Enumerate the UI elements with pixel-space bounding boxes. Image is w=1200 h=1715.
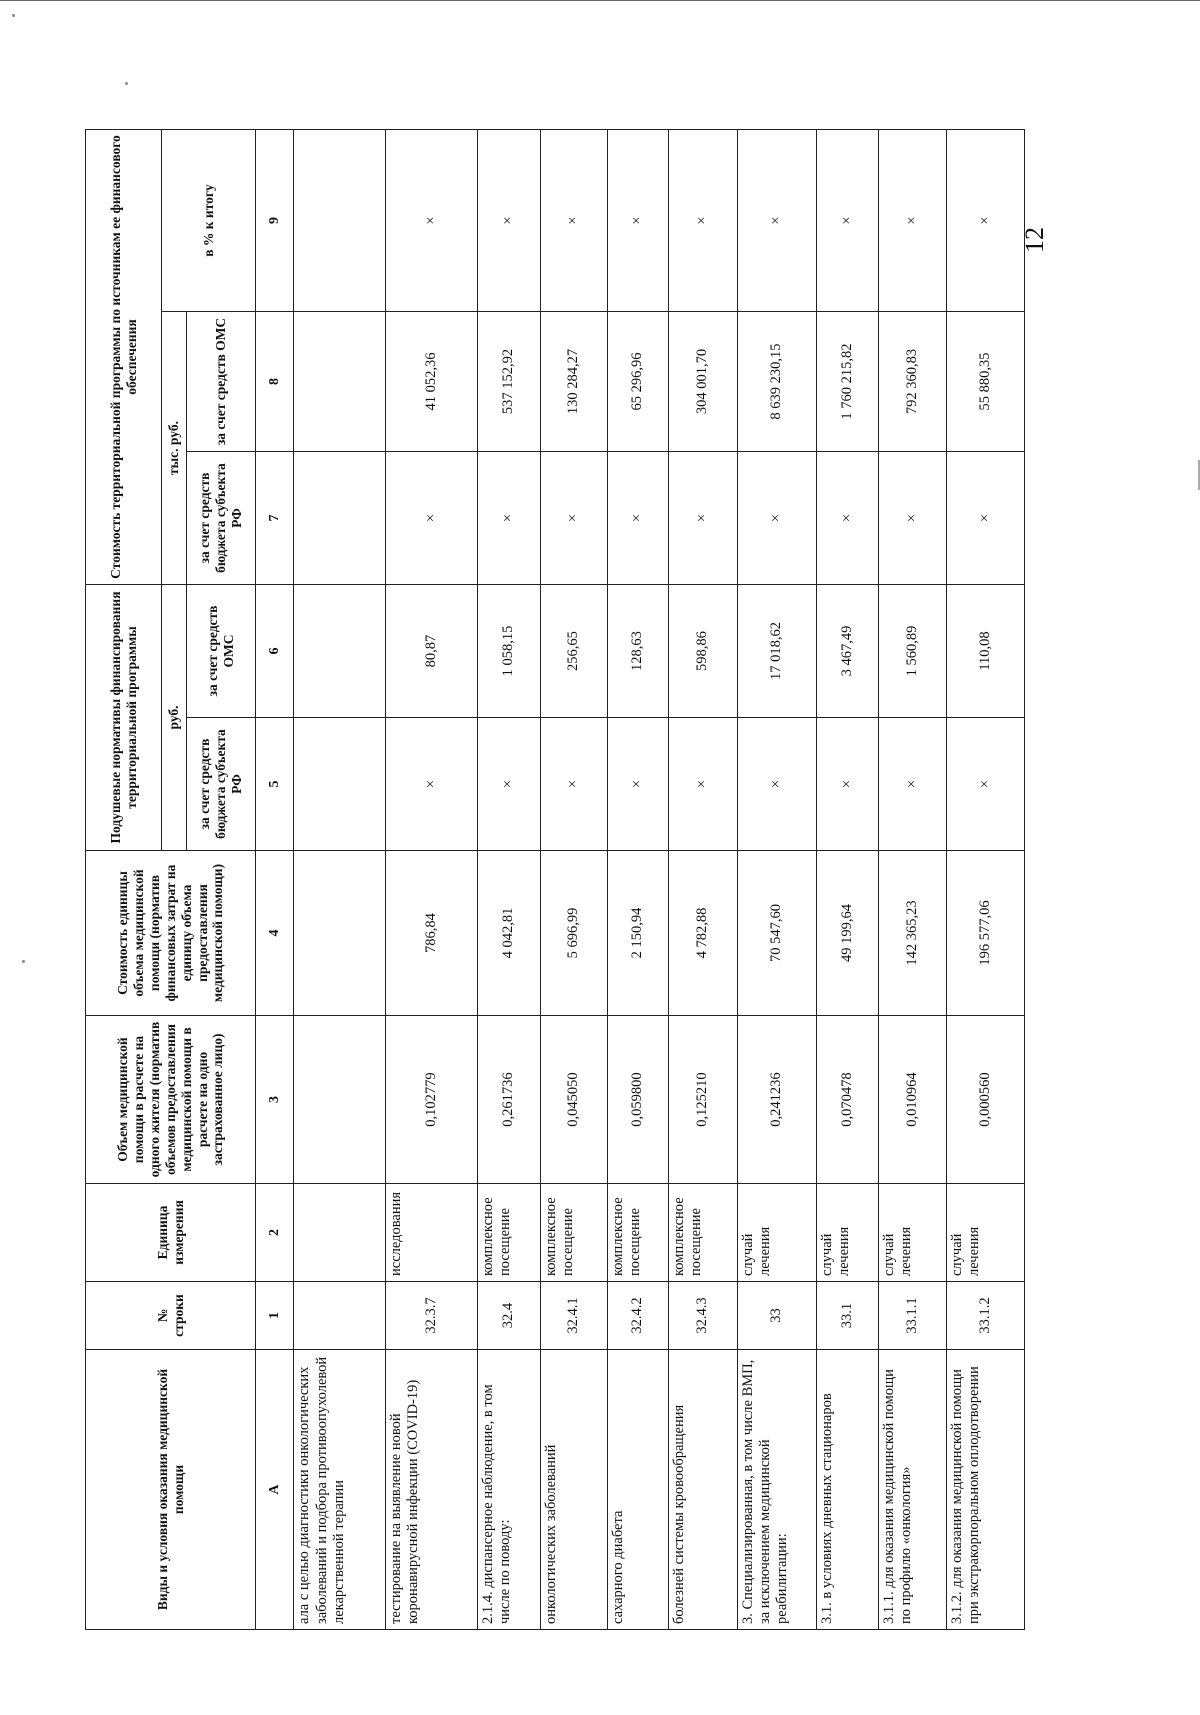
row-value-cell: × [478, 452, 541, 585]
row-name-cell: тестирование на выявление новой коронавирусной инфекции (COVID-19) [386, 1350, 478, 1630]
row-value-cell: 1 058,15 [478, 585, 541, 718]
row-value-cell: комплексное посещение [668, 1184, 737, 1282]
row-value-cell: случай лечения [946, 1184, 1025, 1282]
row-value-cell: × [738, 452, 816, 585]
row-value-cell: 32.4.2 [608, 1282, 669, 1350]
row-value-cell: 65 296,96 [608, 312, 669, 452]
row-value-cell: комплексное посещение [540, 1184, 607, 1282]
row-value-cell: 33.1 [816, 1282, 879, 1350]
col-3-header: Объем медицинской помощи в расчете на одного жителя (норматив объемов предоставления медицинской помощи в расчете на одно застрахованное лицо) [86, 1016, 256, 1184]
row-value-cell: 33 [738, 1282, 816, 1350]
table-row [386, 130, 478, 1630]
row-value-cell: 256,65 [540, 585, 607, 718]
row-value-cell: 2 150,94 [608, 851, 669, 1016]
table-row [879, 130, 946, 1630]
row-value-cell: 8 639 230,15 [738, 312, 816, 452]
row-value-cell: 0,125210 [668, 1016, 737, 1184]
index-cell: 4 [256, 851, 294, 1016]
scan-speck [22, 960, 25, 963]
row-value-cell: 0,059800 [608, 1016, 669, 1184]
table-row [946, 130, 1025, 1630]
row-value-cell [294, 585, 386, 718]
index-cell: 9 [256, 130, 294, 312]
row-value-cell: 792 360,83 [879, 312, 946, 452]
row-value-cell: случай лечения [738, 1184, 816, 1282]
row-value-cell: 32.3.7 [386, 1282, 478, 1350]
scan-top-edge [0, 0, 1200, 1]
row-name-cell: 3. Специализированная, в том числе ВМП, за исключением медицинской реабилитации: [738, 1350, 816, 1630]
row-value-cell: × [879, 130, 946, 312]
col-2-header: Единица измерения [86, 1184, 256, 1282]
row-value-cell: 0,000560 [946, 1016, 1025, 1184]
row-value-cell: 17 018,62 [738, 585, 816, 718]
row-value-cell: × [816, 452, 879, 585]
table-body [294, 130, 1025, 1630]
row-value-cell: × [946, 718, 1025, 851]
scan-speck [12, 14, 15, 17]
table-row [668, 130, 737, 1630]
row-name-cell: ала с целью диагностики онкологических заболеваний и подбора противоопухолевой лекарственной терапии [294, 1350, 386, 1630]
row-value-cell: 33.1.2 [946, 1282, 1025, 1350]
row-value-cell: 4 042,81 [478, 851, 541, 1016]
row-value-cell: 110,08 [946, 585, 1025, 718]
row-value-cell: 70 547,60 [738, 851, 816, 1016]
row-value-cell: 1 760 215,82 [816, 312, 879, 452]
row-value-cell: 128,63 [608, 585, 669, 718]
row-value-cell: × [946, 130, 1025, 312]
index-cell: 2 [256, 1184, 294, 1282]
unit-rub-header: руб. [162, 585, 187, 851]
row-value-cell: × [738, 718, 816, 851]
row-value-cell: × [946, 452, 1025, 585]
row-name-cell: 3.1.1. для оказания медицинской помощи по профилю «онкология» [879, 1350, 946, 1630]
col-a-header: Виды и условия оказания медицинской помощи [86, 1350, 256, 1630]
page-number: 12 [1020, 227, 1049, 253]
row-value-cell [294, 130, 386, 312]
col-8-header: за счет средств ОМС [186, 312, 255, 452]
row-value-cell: 41 052,36 [386, 312, 478, 452]
row-value-cell: × [386, 452, 478, 585]
row-name-cell: онкологических заболеваний [540, 1350, 607, 1630]
col-6-header: за счет средств ОМС [186, 585, 255, 718]
row-value-cell: × [879, 718, 946, 851]
row-value-cell: 0,261736 [478, 1016, 541, 1184]
row-value-cell: × [816, 130, 879, 312]
table-row [540, 130, 607, 1630]
row-name-cell: 3.1. в условиях дневных стационаров [816, 1350, 879, 1630]
col-1-header: № строки [86, 1282, 256, 1350]
row-value-cell: комплексное посещение [478, 1184, 541, 1282]
row-value-cell: 304 001,70 [668, 312, 737, 452]
table-row [478, 130, 541, 1630]
row-value-cell: 33.1.1 [879, 1282, 946, 1350]
row-value-cell: 55 880,35 [946, 312, 1025, 452]
row-value-cell: × [386, 718, 478, 851]
row-value-cell: случай лечения [879, 1184, 946, 1282]
row-value-cell: 598,86 [668, 585, 737, 718]
row-value-cell: × [608, 452, 669, 585]
row-value-cell: × [608, 718, 669, 851]
row-value-cell: исследования [386, 1184, 478, 1282]
row-value-cell: × [386, 130, 478, 312]
budget-table [85, 129, 1025, 1630]
row-value-cell: 0,241236 [738, 1016, 816, 1184]
row-value-cell: × [478, 130, 541, 312]
row-value-cell: 3 467,49 [816, 585, 879, 718]
row-value-cell: 32.4 [478, 1282, 541, 1350]
row-value-cell: случай лечения [816, 1184, 879, 1282]
row-name-cell: 3.1.2. для оказания медицинской помощи при экстракорпоральном оплодотворении [946, 1350, 1025, 1630]
row-name-cell: 2.1.4. диспансерное наблюдение, в том числе по поводу: [478, 1350, 541, 1630]
row-value-cell: × [478, 718, 541, 851]
row-value-cell: × [668, 452, 737, 585]
row-value-cell: 0,045050 [540, 1016, 607, 1184]
rotated-page [85, 130, 1049, 1630]
norm-group-header: Подушевые нормативы финансирования территориальной программы [86, 585, 162, 851]
row-value-cell: × [738, 130, 816, 312]
row-value-cell: × [540, 718, 607, 851]
row-value-cell [294, 1184, 386, 1282]
table-row [608, 130, 669, 1630]
col-5-header: за счет средств бюджета субъекта РФ [186, 718, 255, 851]
cost-group-header: Стоимость территориальной программы по источникам ее финансового обеспечения [86, 130, 162, 585]
row-value-cell: × [816, 718, 879, 851]
index-cell: 6 [256, 585, 294, 718]
row-value-cell: × [608, 130, 669, 312]
row-value-cell: 5 696,99 [540, 851, 607, 1016]
row-value-cell: 142 365,23 [879, 851, 946, 1016]
index-cell: 8 [256, 312, 294, 452]
index-cell: 1 [256, 1282, 294, 1350]
index-cell: А [256, 1350, 294, 1630]
row-value-cell [294, 312, 386, 452]
row-name-cell: болезней системы кровообращения [668, 1350, 737, 1630]
row-value-cell: комплексное посещение [608, 1184, 669, 1282]
index-cell: 3 [256, 1016, 294, 1184]
row-value-cell [294, 851, 386, 1016]
row-value-cell: × [668, 130, 737, 312]
index-row [256, 130, 294, 1630]
table-row [738, 130, 816, 1630]
row-value-cell: 32.4.3 [668, 1282, 737, 1350]
row-value-cell: × [540, 452, 607, 585]
header-row-1 [86, 130, 162, 1630]
index-cell: 5 [256, 718, 294, 851]
row-value-cell: 130 284,27 [540, 312, 607, 452]
row-value-cell [294, 452, 386, 585]
scan-speck [125, 82, 128, 85]
row-value-cell: 0,070478 [816, 1016, 879, 1184]
row-value-cell: 49 199,64 [816, 851, 879, 1016]
unit-thous-header: тыс. руб. [162, 312, 187, 585]
row-value-cell [294, 1016, 386, 1184]
row-value-cell: 537 152,92 [478, 312, 541, 452]
table-row [294, 130, 386, 1630]
col-9-header: в % к итогу [162, 130, 256, 312]
index-cell: 7 [256, 452, 294, 585]
row-value-cell [294, 1282, 386, 1350]
row-value-cell: 0,010964 [879, 1016, 946, 1184]
row-value-cell: 1 560,89 [879, 585, 946, 718]
row-value-cell: 786,84 [386, 851, 478, 1016]
col-4-header: Стоимость единицы объема медицинской помощи (норматив финансовых затрат на единицу объема предоставления медицинской помощи) [86, 851, 256, 1016]
row-value-cell: 0,102779 [386, 1016, 478, 1184]
row-value-cell [294, 718, 386, 851]
row-value-cell: 32.4.1 [540, 1282, 607, 1350]
row-value-cell: × [540, 130, 607, 312]
col-7-header: за счет средств бюджета субъекта РФ [186, 452, 255, 585]
row-name-cell: сахарного диабета [608, 1350, 669, 1630]
row-value-cell: 4 782,88 [668, 851, 737, 1016]
row-value-cell: × [668, 718, 737, 851]
row-value-cell: 80,87 [386, 585, 478, 718]
row-value-cell: 196 577,06 [946, 851, 1025, 1016]
row-value-cell: × [879, 452, 946, 585]
table-row [816, 130, 879, 1630]
